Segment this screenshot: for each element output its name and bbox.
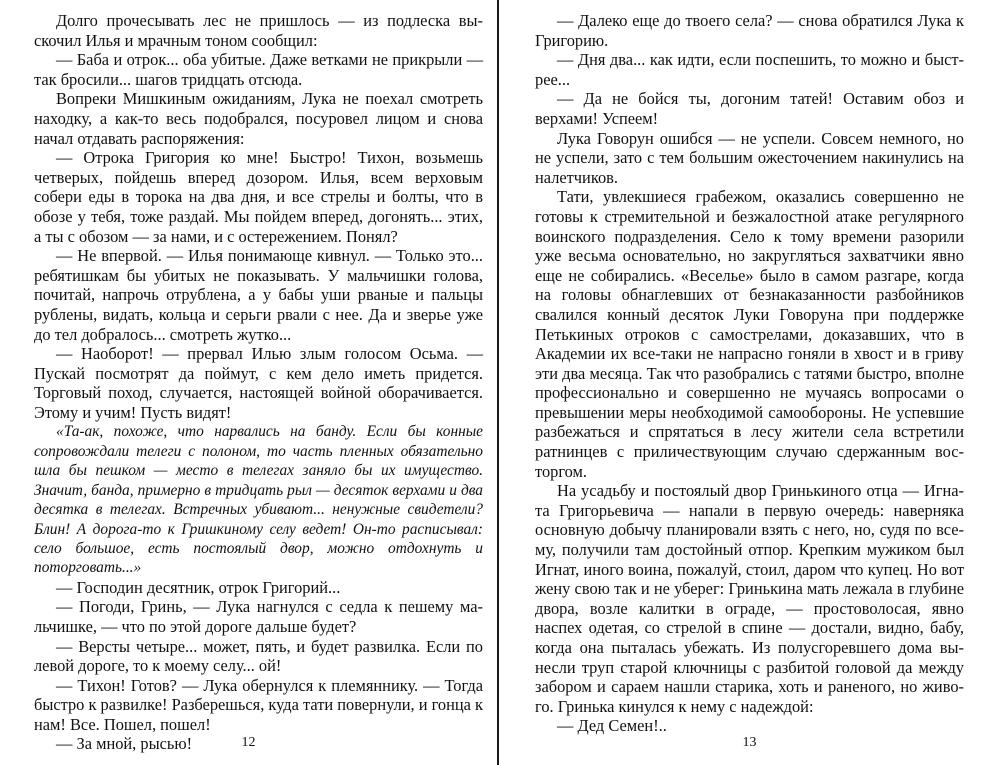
paragraph: На усадьбу и постоялый двор Гринькиного отца — Игната Григорьевича — напали в первую очередь: наверняка основную добычу планировали взять с него, но, судя по всему, получили там достойный отпор. Крепким мужиком был Игнат, иного воина, пожалуй, стоил, даром что купец. Но вот жену свою так и не уберег: Гринькина мать лежала в глубине двора, возле калитки в ограде, — простоволосая, явно наспех одетая, со стрелой в спине — достали, видно, бабу, когда она пыталась убежать. Из полусгоревшего дома вынесли труп старой ключницы с разбитой головой да между забором и сараем нашли старика, хоть и раненого, но живого. Гринька кинулся к нему с надеждой:	[535, 481, 964, 716]
paragraph: — Не впервой. — Илья понимающе кивнул. — Только это... ребятишкам бы убитых не показывать. У мальчишки голова, почитай, напрочь отрублена, а у бабы уши рваные и пальцы рублены, видать, кольца и серьги рвали с нее. Да и зверье уже до тел добралось... смотреть жутко...	[34, 246, 483, 344]
left-page	[0, 0, 497, 765]
inner-monologue-paragraph: «Та-ак, похоже, что нарвались на банду. Если бы конные сопровождали телеги с полоном, то часть пленных обязательно шла бы пешком — место в телегах заняло бы их имущество. Значит, банда, примерно в тридцать рыл — десяток верхами и два десятка в телегах. Встречных убивают... ненужные свидетели? Блин! А дорога-то к Гришкиному селу ведет! Он-то расписывал: село большое, есть постоялый двор, можно отдохнуть и поторговать...»	[34, 423, 483, 577]
paragraph: Тати, увлекшиеся грабежом, оказались совершенно не готовы к стремительной и безжалостной атаке регулярного воинского подразделения. Село к тому времени разорили уже весьма основательно, но закругляться захватчики явно еще не собирались. «Веселье» было в самом разгаре, когда на головы обнаглевших от безнаказанности разбойников свалился конный десяток Луки Говоруна при поддержке Петькиных отроков с самострелами, доказавших, что в Академии их все-таки не напрасно гоняли в хвост и в гриву эти два месяца. Так что разобрались с татями быстро, вполне профессионально и совершенно не мучаясь вопросами о превышении меры необходимой самообороны. Не успевшие разбежаться и спрятаться в лесу жители села встретили ратнинцев с приличествующим случаю сдержанным восторгом.	[535, 187, 964, 481]
paragraph: — Тихон! Готов? — Лука обернулся к племяннику. — Тогда быстро к развилке! Разберешься, куда тати повернули, и гонца к нам! Все. Пошел, пошел!	[34, 675, 483, 734]
right-page-text	[535, 11, 964, 736]
paragraph: — Погоди, Гринь, — Лука нагнулся с седла к пешему мальчишке, — что по этой дороге дальше будет?	[34, 597, 483, 636]
paragraph: — Отрока Григория ко мне! Быстро! Тихон, возьмешь четверых, пойдешь вперед дозором. Илья, всем верховым собери еды в торока на два дня, и все стрелы и болты, что в обозе у тебя, тоже раздай. Мы пойдем вперед, догонять... этих, а ты с обозом — за нами, и с остережением. Понял?	[34, 148, 483, 246]
paragraph: Вопреки Мишкиным ожиданиям, Лука не поехал смотреть находку, а как-то весь подобрался, посуровел лицом и снова начал отдавать распоряжения:	[34, 89, 483, 148]
paragraph: Лука Говорун ошибся — не успели. Совсем немного, но не успели, зато с тем большим ожесточением накинулись на налетчиков.	[535, 128, 964, 187]
paragraph: — Баба и отрок... оба убитые. Даже ветками не прикрыли — так бросили... шагов тридцать отсюда.	[34, 50, 483, 89]
paragraph: — Дед Семен!..	[557, 716, 667, 736]
paragraph: Долго прочесывать лес не пришлось — из подлеска выскочил Илья и мрачным тоном сообщил:	[34, 11, 483, 50]
paragraph: — Версты четыре... может, пять, и будет развилка. Если по левой дороге, то к моему селу... ой!	[34, 636, 483, 676]
page-number: 13	[742, 735, 757, 750]
paragraph: — За мной, рысью!	[56, 734, 193, 754]
paragraph: — Да не бойся ты, догоним татей! Оставим обоз и верхами! Успеем!	[535, 89, 964, 128]
paragraph: — Господин десятник, отрок Григорий...	[56, 577, 341, 597]
paragraph: — Наоборот! — прервал Илью злым голосом Осьма. — Пускай посмотрят да поймут, с кем дело иметь придется. Торговый поход, случается, настоящей войной оборачивается. Этому и учим! Пусть видят!	[34, 344, 483, 422]
page-number: 12	[241, 735, 256, 750]
paragraph: — Далеко еще до твоего села? — снова обратился Лука к Григорию.	[535, 11, 964, 50]
paragraph: — Дня два... как идти, если поспешить, то можно и быстрее...	[535, 50, 964, 89]
right-page	[499, 0, 1000, 765]
left-page-text	[34, 11, 483, 754]
